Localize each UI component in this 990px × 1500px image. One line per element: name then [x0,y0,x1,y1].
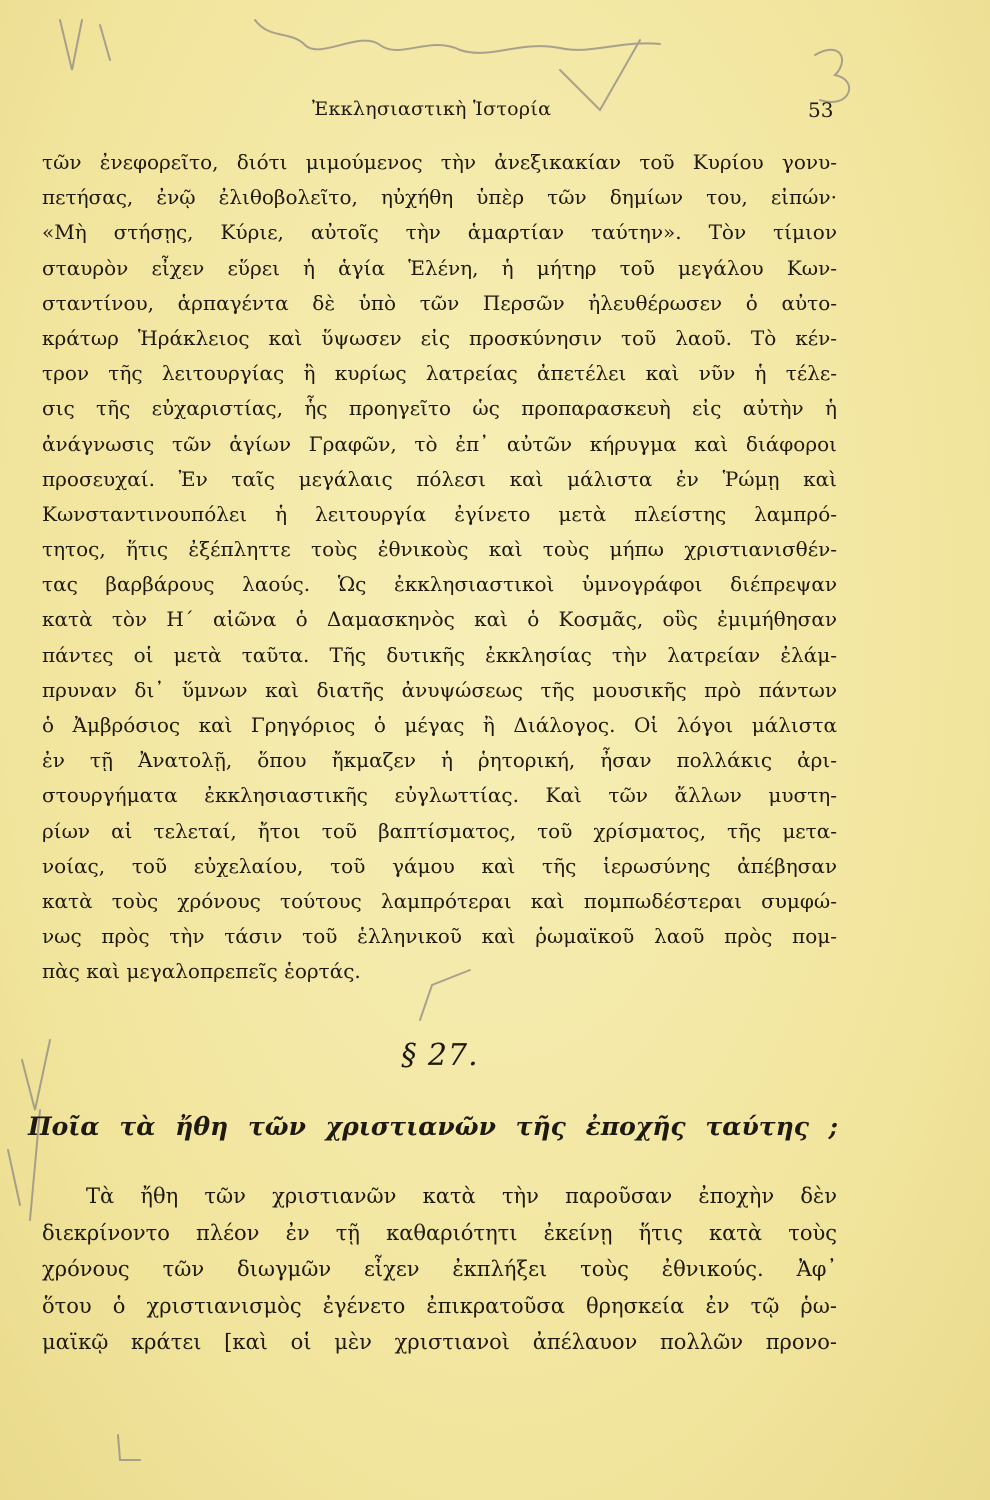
pencil-scribble-top [255,20,660,53]
running-title: Ἐκκλησιαστικὴ Ἱστορία [312,98,552,120]
text-line: νως πρὸς τὴν τάσιν τοῦ ἑλληνικοῦ καὶ ῥωμαϊκοῦ λαοῦ πρὸς πομ- [42,924,837,949]
text-line: σταντίνου, ἁρπαγέντα δὲ ὑπὸ τῶν Περσῶν ἠλευθέρωσεν ὁ αὐτο- [42,290,837,315]
text-line: Κωνσταντινουπόλει ἡ λειτουργία ἐγίνετο μετὰ πλείστης λαμπρό- [42,501,837,526]
text-line: διεκρίνοντο πλέον ἐν τῇ καθαριότητι ἐκείνῃ ἥτις κατὰ τοὺς [42,1220,837,1245]
section-number: § 27. [401,1038,479,1073]
text-line: κατὰ τοὺς χρόνους τούτους λαμπρότεραι καὶ πομπωδέστεραι συμφώ- [42,888,837,913]
text-line: Τὰ ἤθη τῶν χριστιανῶν κατὰ τὴν παροῦσαν ἐποχὴν δὲν [86,1184,837,1208]
page-number: 53 [808,98,834,122]
text-line: πάντες οἱ μετὰ ταῦτα. Τῆς δυτικῆς ἐκκλησίας τὴν λατρείαν ἐλάμ- [42,642,837,667]
pencil-number-top-right [815,50,849,102]
paragraph-2 [42,1178,837,1361]
text-line: προσευχαί. Ἐν ταῖς μεγάλαις πόλεσι καὶ μάλιστα ἐν Ῥώμῃ καὶ [42,466,837,491]
text-line: τῶν ἐνεφορεῖτο, διότι μιμούμενος τὴν ἀνεξικακίαν τοῦ Κυρίου γονυ- [42,150,837,174]
text-line: πρυναν δι᾽ ὕμνων καὶ διατῆς ἀνυψώσεως τῆς μουσικῆς πρὸ πάντων [42,677,837,702]
text-line: ὁ Ἀμβρόσιος καὶ Γρηγόριος ὁ μέγας ἢ Διάλογος. Οἱ λόγοι μάλιστα [42,713,837,737]
text-line: ρίων αἱ τελεταί, ἤτοι τοῦ βαπτίσματος, τοῦ χρίσματος, τῆς μετα- [42,818,837,843]
text-line: μαϊκῷ κράτει [καὶ οἱ μὲν χριστιανοὶ ἀπέλαυον πολλῶν προνο- [42,1330,837,1354]
pencil-mark-bottom [118,1435,140,1460]
text-line: σταυρὸν εἶχεν εὕρει ἡ ἁγία Ἑλένη, ἡ μήτηρ τοῦ μεγάλου Κων- [42,255,837,280]
text-line: ἀνάγνωσις τῶν ἁγίων Γραφῶν, τὸ ἐπ᾽ αὐτῶν κήρυγμα καὶ διάφοροι [42,431,837,456]
text-line: τητος, ἥτις ἐξέπληττε τοὺς ἐθνικοὺς καὶ τοὺς μήπω χριστιανισθέν- [42,537,837,562]
text-line: χρόνους τῶν διωγμῶν εἶχεν ἐκπλήξει τοὺς ἐθνικούς. Ἀφ᾽ [42,1257,837,1281]
text-line: ὅτου ὁ χριστιανισμὸς ἐγένετο ἐπικρατοῦσα θρησκεία ἐν τῷ ῥω- [42,1293,837,1318]
text-line: «Μὴ στήσῃς, Κύριε, αὐτοῖς τὴν ἁμαρτίαν ταύτην». Τὸν τίμιον [42,220,837,245]
pencil-mark-left-lower [8,1150,20,1205]
paragraph-1 [42,145,837,990]
text-line: κράτωρ Ἡράκλειος καὶ ὕψωσεν εἰς προσκύνησιν τοῦ λαοῦ. Τὸ κέν- [42,325,837,350]
text-line: ἐν τῇ Ἀνατολῇ, ὅπου ἤκμαζεν ἡ ῥητορική, ἦσαν πολλάκις ἀρι- [42,748,837,773]
page-header [0,98,990,128]
section-question: Ποῖα τὰ ἤθη τῶν χριστιανῶν τῆς ἐποχῆς ταύτης ; [28,1112,838,1141]
text-line: στουργήματα ἐκκλησιαστικῆς εὐγλωττίας. Καὶ τῶν ἄλλων μυστη- [42,783,837,808]
text-line: πετήσας, ἐνῷ ἐλιθοβολεῖτο, ηὐχήθη ὑπὲρ τῶν δημίων του, εἰπών· [42,185,837,210]
text-line: σις τῆς εὐχαριστίας, ἧς προηγεῖτο ὡς προπαρασκευὴ εἰς αὐτὴν ἡ [42,396,837,421]
text-line: κατὰ τὸν Η΄ αἰῶνα ὁ Δαμασκηνὸς καὶ ὁ Κοσμᾶς, οὓς ἐμιμήθησαν [42,607,837,632]
text-line: τρον τῆς λειτουργίας ἢ κυρίως λατρείας ἀπετέλει καὶ νῦν ἡ τέλε- [42,361,837,386]
text-line: νοίας, τοῦ εὐχελαίου, τοῦ γάμου καὶ τῆς ἱερωσύνης ἀπέβησαν [42,853,837,878]
text-line: τας βαρβάρους λαούς. Ὡς ἐκκλησιαστικοὶ ὑμνογράφοι διέπρεψαν [42,572,837,597]
pencil-mark-top-left [60,20,110,70]
text-line: πὰς καὶ μεγαλοπρεπεῖς ἑορτάς. [42,959,361,984]
